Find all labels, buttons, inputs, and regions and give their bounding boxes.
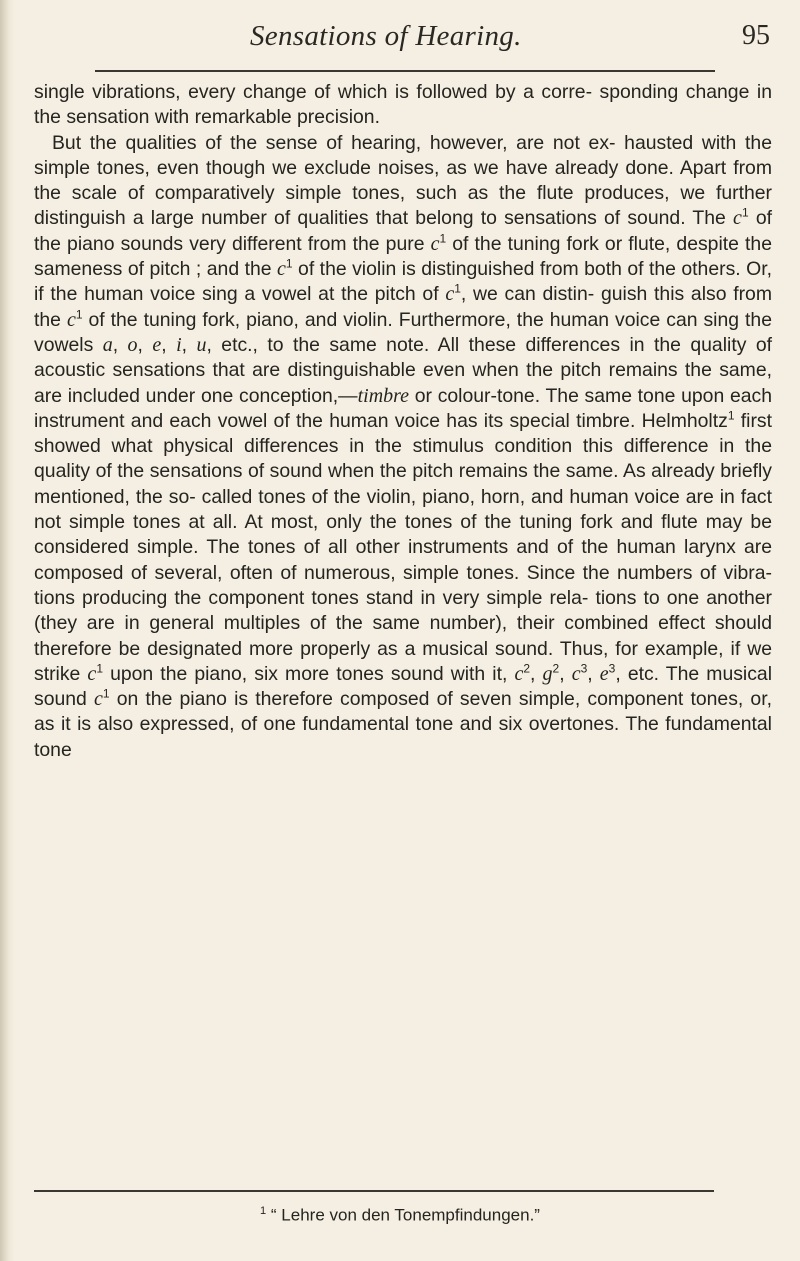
footnote-marker: 1 [260,1205,267,1217]
running-title: Sensations of Hearing. [250,20,522,52]
footnote-rule [34,1190,714,1192]
footnote [0,1205,800,1226]
page-header [0,18,800,58]
header-rule [95,70,715,72]
page-number: 95 [742,20,770,51]
body-text [34,80,772,763]
paragraph-1: single vibrations, every change of which is followed by a corre- sponding change in the sensation with remarkable precision. [34,81,772,129]
page-edge-shadow [0,0,14,1261]
footnote-text: “ Lehre von den Tonempfindungen.” [270,1205,540,1225]
paragraph-2: But the qualities of the sense of hearing, however, are not ex- hausted with the simple tones, even though we exclude noises, as we have already done. Apart from the scale of comparatively simple tones, such as the flute produces, we further distinguish a large number of qualities that belong to sensations of sound. The $c^1$ of the piano sounds very different from the pure $c^1$ of the tuning fork or flute, despite the sameness of pitch ; and the $c^1$ of the violin is distinguished from both of the others. Or, if the human voice sing a vowel at the pitch of $c^1$, we can distin- guish this also from the $c^1$ of the tuning fork, piano, and violin. Furthermore, the human voice can sing the vowels a, o, e, i, u, etc., to the same note. All these differences in the quality of acoustic sensations that are distinguishable even when the pitch remains the same, are included under one conception,—timbre or colour-tone. The same tone upon each instrument and each vowel of the human voice has its special timbre. Helmholtz$^1$ first showed what physical differences in the stimulus condition this difference in the quality of the sensations of sound when the pitch remains the same. As already briefly mentioned, the so- called tones of the violin, piano, horn, and human voice are in fact not simple tones at all. At most, only the tones of the tuning fork and flute may be considered simple. The tones of all other instruments and of the human larynx are composed of several, often of numerous, simple tones. Since the numbers of vibra- tions producing the component tones stand in very simple rela- tions to one another (they are in general multiples of the same number), their combined effect should therefore be designated more properly as a musical sound. Thus, for example, if we strike $c^1$ upon the piano, six more tones sound with it, $c^2$, $g^2$, $c^3$, $e^3$, etc. The musical sound $c^1$ on the piano is therefore composed of seven simple, component tones, or, as it is also expressed, of one fundamental tone and six overtones. The fundamental tone [34,131,773,761]
